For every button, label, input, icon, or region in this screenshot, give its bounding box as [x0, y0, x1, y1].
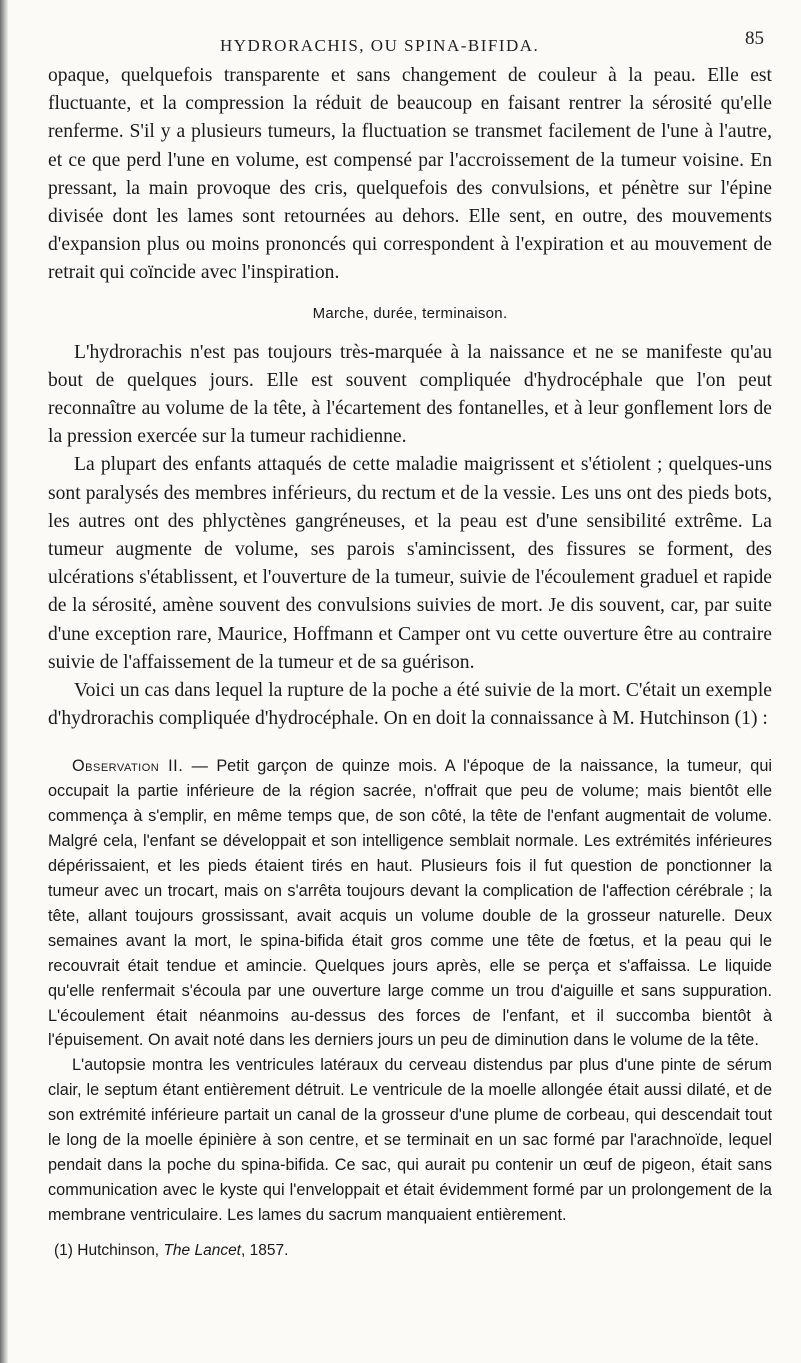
observation-text: — Petit garçon de quinze mois. A l'époque de la naissance, la tumeur, qui occupait la partie inférieure de la région sacrée, n'offrait que peu de volume; mais bientôt elle commença à s'emplir, en même temps que, de son côté, la tête de l'enfant augmentait de volume. Malgré cela, l'enfant se développait et son intelligence semblait normale. Les extrémités inférieures dépérissaient, et les pieds étaient tirés en haut. Plusieurs fois il fut question de ponctionner la tumeur avec un trocart, mais on s'arrêta toujours devant la complication de l'affection cérébrale ; la tête, allant toujours grossissant, avait acquis un volume double de la grosseur naturelle. Deux semaines avant la mort, le spina-bifida était gros comme une tête de fœtus, et la peau qui le recouvrait était tendue et amincie. Quelques jours après, elle se perça et s'affaissa. Le liquide qu'elle renfermait s'écoula par une ouverture large comme un trou d'aiguille et sans suppuration. L'écoulement était néanmoins au-dessus des forces de l'enfant, et il succomba bientôt à l'épuisement. On avait noté dans les derniers jours un peu de diminution dans le volume de la tête.: [48, 757, 772, 1050]
main-text-continued: [48, 339, 772, 734]
observation-paragraph: [48, 754, 772, 1053]
autopsy-paragraph: L'autopsie montra les ventricules latéraux du cerveau distendus par plus d'une pinte de sérum clair, le septum étant entièrement détruit. Le ventricule de la moelle allongée était aussi dilaté, et de son extrémité inférieure partait un canal de la grosseur d'une plume de corbeau, qui descendait tout le long de la moelle épinière à son centre, et se terminait en un sac formé par l'arachnoïde, lequel pendait dans la poche du spina-bifida. Ce sac, qui aurait pu contenir un œuf de pigeon, était sans communication avec le kyste qui l'enveloppait et était évidemment formé par un prolongement de la membrane ventriculaire. Les lames du sacrum manquaient entièrement.: [48, 1056, 772, 1224]
footnote-year: , 1857.: [241, 1241, 289, 1259]
footnote-author: Hutchinson,: [77, 1241, 160, 1259]
main-text: [48, 62, 772, 288]
paragraph: Voici un cas dans lequel la rupture de la poche a été suivie de la mort. C'était un exemple d'hydrorachis compliquée d'hydrocéphale. On en doit la connaissance à M. Hutchinson (1) :: [48, 680, 772, 730]
footnote: [48, 1242, 772, 1260]
paragraph: La plupart des enfants attaqués de cette maladie maigrissent et s'étiolent ; quelques-uns sont paralysés des membres inférieurs, du rectum et de la vessie. Les uns ont des pieds bots, les autres ont des phlyctènes gangréneuses, et la peau est d'une sensibilité extrême. La tumeur augmente de volume, ses parois s'amincissent, des fissures se forment, des ulcérations s'établissent, et l'ouverture de la tumeur, suivie de l'écoulement graduel et rapide de la sérosité, amène souvent des convulsions suivies de mort. Je dis souvent, car, par suite d'une exception rare, Maurice, Hoffmann et Camper ont vu cette ouverture être au contraire suivie de l'affaissement de la tumeur et de sa guérison.: [48, 454, 772, 673]
page-body: [48, 62, 772, 1260]
observation-block: [48, 754, 772, 1227]
footnote-journal: The Lancet: [163, 1241, 241, 1259]
footnote-marker: (1): [54, 1241, 73, 1259]
observation-label: Observation II.: [72, 757, 184, 776]
paragraph: opaque, quelquefois transparente et sans changement de couleur à la peau. Elle est fluctuante, et la compression la réduit de beaucoup en faisant rentrer la sérosité qu'elle renferme. S'il y a plusieurs tumeurs, la fluctuation se transmet facilement de l'une à l'autre, et ce que perd l'une en volume, est compensé par l'accroissement de la tumeur voisine. En pressant, la main provoque des cris, quelquefois des convulsions, et pénètre sur l'épine divisée dont les lames sont retournées au dehors. Elle sent, en outre, des mouvements d'expansion plus ou moins prononcés qui correspondent à l'expiration et au mouvement de retrait qui coïncide avec l'inspiration.: [48, 65, 772, 284]
page-binding-edge: [0, 0, 8, 1363]
page-number: 85: [745, 28, 764, 49]
running-head: HYDRORACHIS, OU SPINA-BIFIDA.: [220, 36, 540, 55]
section-title: Marche, durée, terminaison.: [312, 304, 508, 322]
paragraph: L'hydrorachis n'est pas toujours très-marquée à la naissance et ne se manifeste qu'au bout de quelques jours. Elle est souvent compliquée d'hydrocéphale que l'on peut reconnaître au volume de la tête, à l'écartement des fontanelles, et à leur gonflement lors de la pression exercée sur la tumeur rachidienne.: [48, 341, 772, 448]
page-header: [60, 28, 770, 58]
